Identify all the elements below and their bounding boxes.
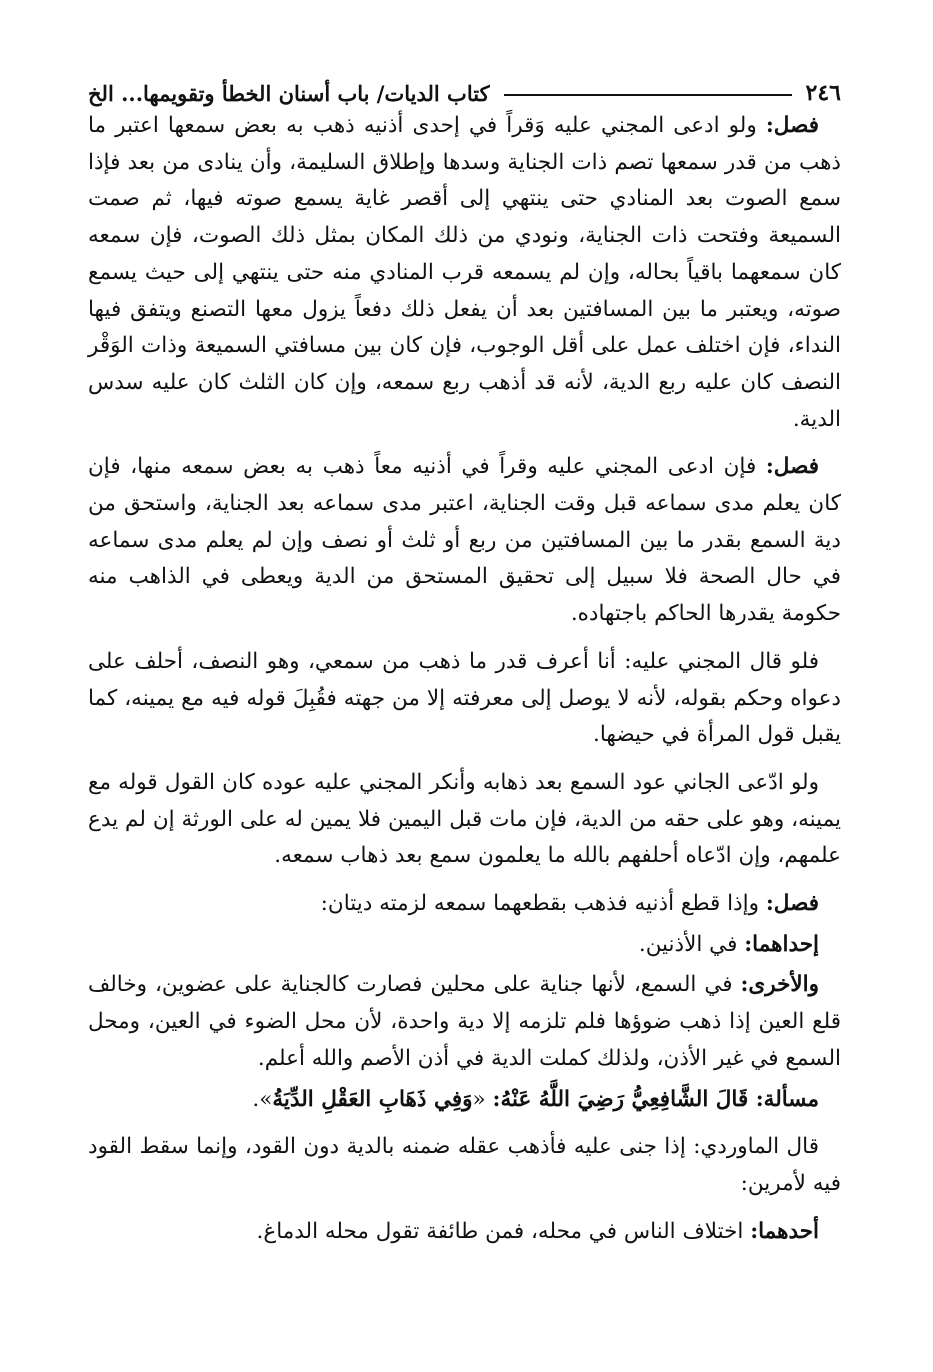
paragraph-text: اختلاف الناس في محله، فمن طائفة تقول محله الدماغ. <box>256 1218 751 1244</box>
quoted-text: وَفِي ذَهَابِ العَقْلِ الدِّيَةُ <box>272 1086 473 1112</box>
paragraph <box>88 1082 841 1119</box>
paragraph-text: ولو ادعى المجني عليه وَقراً في إحدى أذنيه ذهب به بعض سمعها اعتبر ما ذهب من قدر سمعها تصم ذات الجناية وسدها وإطلاق السليمة، وأن ينادى من بعد فإذا سمع الصوت بعد المنادي حتى ينتهي إلى أقصر غاية يسمع صوته فيها، ثم صمت السميعة وفتحت ذات الجناية، ونودي من ذلك المكان بمثل ذلك الصوت، فإن سمعه كان سمعهما باقياً بحاله، وإن لم يسمعه قرب المنادي منه حتى ينتهي إلى حيث يسمع صوته، ويعتبر ما بين المسافتين بعد أن يفعل ذلك دفعاً يزول معها التصنع ويتفق فيها النداء، فإن اختلف عمل على أقل الوجوب، فإن كان بين مسافتي السميعة وذات الوَقْر النصف كان عليه ربع الدية، لأنه قد أذهب ربع سمعه، وإن كان الثلث كان عليه سدس الدية. <box>88 113 841 432</box>
masala-label: مسألة: قَالَ الشَّافِعِيُّ رَضِيَ اللَّهُ عَنْهُ: <box>492 1086 819 1112</box>
paragraph-text: وإذا قطع أذنيه فذهب بقطعهما سمعه لزمته ديتان: <box>320 891 766 917</box>
paragraph-text: ولو ادّعى الجاني عود السمع بعد ذهابه وأنكر المجني عليه عوده كان القول قوله مع يمينه، وهو على حقه من الدية، فإن مات قبل اليمين فلا يمين له على الورثة إن لم يدع علمهم، وإن ادّعاه أحلفهم بالله ما يعلمون سمع بعد ذهاب سمعه. <box>88 769 841 869</box>
item-label: والأخرى: <box>740 972 819 998</box>
header-rule <box>504 94 792 96</box>
paragraph-text: قال الماوردي: إذا جنى عليه فأذهب عقله ضمنه بالدية دون القود، وإنما سقط القود فيه لأمرين: <box>88 1134 841 1196</box>
paragraph <box>88 927 841 964</box>
paragraph <box>88 1214 841 1251</box>
item-label: إحداهما: <box>744 931 819 957</box>
paragraph-text: في الأذنين. <box>638 931 745 957</box>
quote-open: « <box>472 1086 493 1112</box>
quote-close: ». <box>252 1086 273 1112</box>
running-title: كتاب الديات/ باب أسنان الخطأ وتقويمها... الخ <box>88 81 490 106</box>
section-label: فصل: <box>765 891 819 917</box>
page-body <box>88 108 841 1261</box>
paragraph <box>88 108 841 438</box>
paragraph-text: في السمع، لأنها جناية على محلين فصارت كالجناية على عضوين، وخالف قلع العين إذا ذهب ضوؤها فلم تلزمه إلا دية واحدة، لأن محل الضوء في العين، ومحل السمع في غير الأذن، ولذلك كملت الدية في أذن الأصم والله أعلم. <box>88 972 841 1071</box>
section-label: فصل: <box>765 454 819 480</box>
paragraph <box>88 765 841 875</box>
paragraph-text: فلو قال المجني عليه: أنا أعرف قدر ما ذهب من سمعي، وهو النصف، أحلف على دعواه وحكم بقوله، لأنه لا يوصل إلى معرفته إلا من جهته فقُبِلَ قوله فيه مع يمينه، كما يقبل قول المرأة في حيضها. <box>88 648 841 748</box>
page-header <box>88 66 841 106</box>
paragraph <box>88 886 841 923</box>
page-number: ٢٤٦ <box>805 80 841 106</box>
paragraph <box>88 967 841 1077</box>
paragraph <box>88 449 841 633</box>
item-label: أحدهما: <box>750 1218 819 1244</box>
paragraph-text: فإن ادعى المجني عليه وقراً في أذنيه معاً ذهب به بعض سمعه منها، فإن كان يعلم مدى سماعه قبل وقت الجناية، اعتبر مدى سماعه بعد الجناية، واستحق من دية السمع بقدر ما بين المسافتين من ربع أو ثلث أو نصف وإن لم يعلم مدى سماعه في حال الصحة فلا سبيل إلى تحقيق المستحق من الدية ويعطى في الذاهب منه حكومة يقدرها الحاكم باجتهاده. <box>88 454 841 627</box>
section-label: فصل: <box>765 113 819 138</box>
paragraph <box>88 1129 841 1202</box>
paragraph <box>88 644 841 754</box>
